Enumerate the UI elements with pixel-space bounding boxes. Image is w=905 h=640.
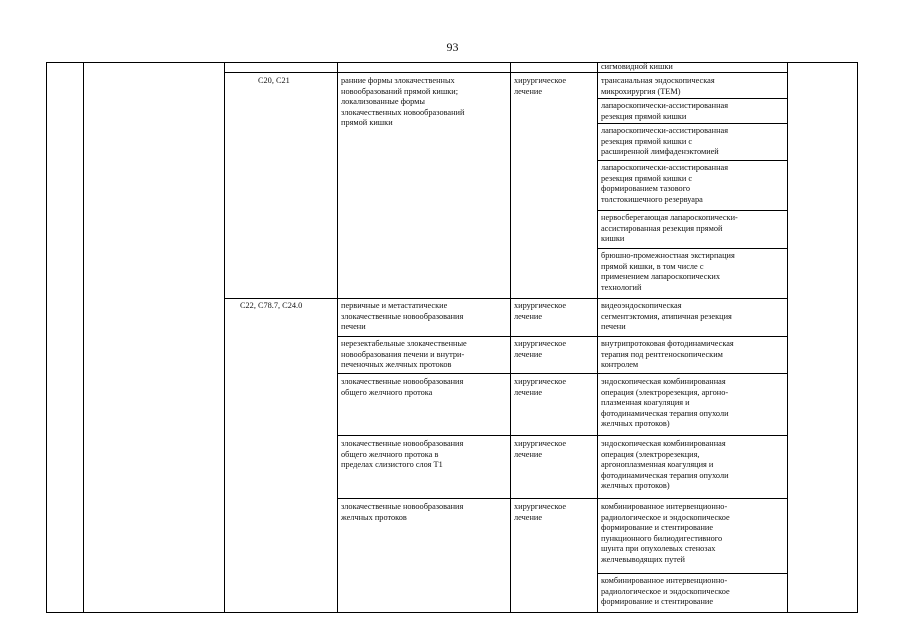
cell-line: технологий: [601, 282, 642, 292]
code-c20-c21: C20, C21: [258, 76, 290, 85]
method-lap-resection-reservoir: [601, 163, 728, 205]
cell-line: лечение: [514, 311, 543, 321]
cell-line: радиологическое и эндоскопическое: [601, 512, 730, 522]
cell-line: общего желчного протока: [341, 387, 433, 397]
cell-line: терапия под рентгеноскопическим: [601, 349, 723, 359]
cell-line: формирование и стентирование: [601, 523, 714, 533]
method-sigmoid: [601, 62, 673, 73]
cell-line: фотодинамическая терапия опухоли: [601, 470, 729, 480]
treatment-type: [514, 76, 566, 97]
cell-line: нервосберегающая лапароскопически-: [601, 213, 738, 222]
cell-line: злокачественные новообразования: [341, 502, 464, 511]
cell-line: сегментэктомия, атипичная резекция: [601, 311, 732, 321]
cell-line: контролем: [601, 360, 639, 370]
cell-line: желчных протоков): [601, 481, 670, 491]
cell-line: формирование и стентирование: [601, 597, 714, 607]
diagnosis-rectal-cancer: [341, 76, 464, 129]
row-divider: [597, 248, 788, 249]
row-divider: [224, 298, 788, 299]
cell-line: трансанальная эндоскопическая: [601, 76, 715, 85]
cell-line: хирургическое: [514, 439, 567, 448]
cell-line: лечение: [514, 449, 543, 459]
column-divider: [510, 62, 511, 613]
cell-line: ранние формы злокачественных: [341, 76, 455, 85]
code-c22-c78-c24: C22, C78.7, C24.0: [240, 301, 303, 310]
cell-line: лечение: [514, 349, 543, 359]
column-divider: [224, 62, 225, 613]
cell-line: злокачественные новообразования: [341, 311, 464, 321]
column-divider: [597, 62, 598, 613]
cell-line: комбинированное интервенционно-: [601, 576, 728, 585]
cell-line: лечение: [514, 86, 543, 96]
cell-line: печени: [601, 322, 626, 332]
cell-line: лапароскопически-ассистированная: [601, 126, 729, 135]
cell-line: новообразования печени и внутри-: [341, 349, 465, 359]
cell-line: пункционного билиодигестивного: [601, 533, 723, 543]
cell-line: эндоскопическая комбинированная: [601, 439, 726, 448]
method-endoscopic-combined-2: [601, 439, 729, 492]
row-divider: [337, 373, 788, 374]
cell-line: резекция прямой кишки с: [601, 173, 693, 183]
row-divider: [337, 336, 788, 337]
cell-line: сигмовидной кишки: [601, 62, 673, 71]
method-interventional-stenting: [601, 502, 730, 566]
method-lap-resection-lymph: [601, 126, 728, 158]
method-nerve-sparing: [601, 213, 738, 245]
cell-line: резекция прямой кишки с: [601, 136, 693, 146]
method-tem: [601, 76, 715, 97]
cell-line: применением лапароскопических: [601, 272, 720, 282]
treatment-type: [514, 377, 566, 398]
diagnosis-unresectable-liver: [341, 339, 467, 371]
row-divider: [337, 498, 788, 499]
cell-line: операция (электрорезекция,: [601, 449, 700, 459]
cell-line: нерезектабельные злокачественные: [341, 339, 467, 348]
cell-line: злокачественные новообразования: [341, 439, 464, 448]
cell-line: плазменная коагуляция и: [601, 398, 690, 408]
table-border-right: [857, 62, 858, 613]
cell-line: ассистированная резекция прямой: [601, 223, 723, 233]
cell-line: желчевыводящих путей: [601, 554, 685, 564]
diagnosis-common-bile-duct: [341, 377, 463, 398]
method-endoscopic-combined: [601, 377, 729, 430]
cell-line: формированием тазового: [601, 184, 691, 194]
row-divider: [224, 72, 788, 73]
cell-line: лечение: [514, 387, 543, 397]
cell-line: хирургическое: [514, 76, 567, 85]
method-interventional-stenting-2: [601, 576, 730, 608]
cell-line: хирургическое: [514, 339, 567, 348]
row-divider: [597, 123, 788, 124]
table-border-left: [46, 62, 47, 613]
row-divider: [337, 435, 788, 436]
cell-line: кишки: [601, 234, 625, 244]
column-divider: [337, 62, 338, 613]
row-divider: [597, 160, 788, 161]
cell-line: лечение: [514, 512, 543, 522]
cell-line: печеночных желчных протоков: [341, 360, 452, 370]
cell-line: видеоэндоскопическая: [601, 301, 682, 310]
diagnosis-liver-cancer: [341, 301, 463, 333]
page-number: 93: [446, 40, 459, 54]
diagnosis-bile-ducts: [341, 502, 463, 523]
cell-line: локализованные формы: [341, 97, 425, 107]
cell-line: лапароскопически-ассистированная: [601, 101, 729, 110]
cell-line: хирургическое: [514, 377, 567, 386]
cell-line: прямой кишки, в том числе с: [601, 261, 704, 271]
cell-line: эндоскопическая комбинированная: [601, 377, 726, 386]
method-lap-resection: [601, 101, 728, 122]
cell-line: хирургическое: [514, 502, 567, 511]
cell-line: новообразований прямой кишки;: [341, 86, 459, 96]
cell-line: злокачественные новообразования: [341, 377, 464, 386]
cell-line: внутрипротоковая фотодинамическая: [601, 339, 734, 348]
cell-line: первичные и метастатические: [341, 301, 448, 310]
cell-line: толстокишечного резервуара: [601, 194, 703, 204]
row-divider: [46, 62, 858, 63]
column-divider: [787, 62, 788, 613]
treatment-type: [514, 339, 566, 360]
cell-line: желчных протоков): [601, 419, 670, 429]
treatment-type: [514, 439, 566, 460]
cell-line: резекция прямой кишки: [601, 111, 687, 121]
cell-line: расширенной лимфаденэктомией: [601, 147, 719, 157]
cell-line: комбинированное интервенционно-: [601, 502, 728, 511]
cell-line: общего желчного протока в: [341, 449, 439, 459]
cell-line: микрохирургия (TEM): [601, 86, 681, 96]
cell-line: операция (электрорезекция, аргоно-: [601, 387, 729, 397]
cell-line: пределах слизистого слоя T1: [341, 460, 443, 470]
row-divider: [597, 573, 788, 574]
method-segmentectomy: [601, 301, 732, 333]
cell-line: фотодинамическая терапия опухоли: [601, 408, 729, 418]
row-divider: [597, 98, 788, 99]
cell-line: прямой кишки: [341, 118, 393, 128]
cell-line: лапароскопически-ассистированная: [601, 163, 729, 172]
cell-line: печени: [341, 322, 366, 332]
cell-line: шунта при опухолевых стенозах: [601, 544, 716, 554]
cell-line: брюшно-промежностная экстирпация: [601, 251, 735, 260]
method-photodynamic: [601, 339, 734, 371]
treatment-type: [514, 502, 566, 523]
column-divider: [83, 62, 84, 613]
diagnosis-common-bile-duct-t1: [341, 439, 463, 471]
cell-line: желчных протоков: [341, 512, 407, 522]
cell-line: злокачественных новообразований: [341, 107, 465, 117]
treatment-type: [514, 301, 566, 322]
cell-line: радиологическое и эндоскопическое: [601, 586, 730, 596]
method-abdominoperineal: [601, 251, 735, 293]
table-border-bottom: [46, 612, 858, 613]
row-divider: [597, 210, 788, 211]
cell-line: хирургическое: [514, 301, 567, 310]
cell-line: аргоноплазменная коагуляция и: [601, 460, 714, 470]
